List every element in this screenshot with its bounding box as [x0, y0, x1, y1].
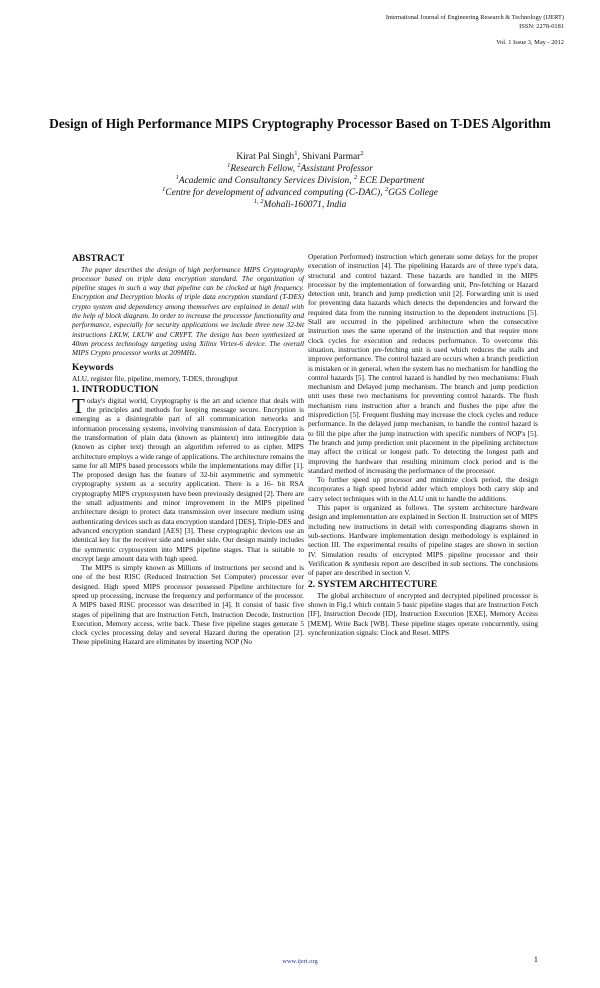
author-roles: $^1$Research Fellow, $^2$Assistant Professor — [227, 161, 373, 175]
author-location: $^{1, 2}$Mohali-160071, India — [253, 198, 347, 211]
volume-info: Vol. 1 Issue 3, May - 2012 — [496, 39, 564, 47]
abstract-heading: ABSTRACT — [72, 253, 125, 264]
page-header — [386, 14, 564, 48]
intro-paragraph-2: The MIPS is simply known as Millions of instructions per second and is one of the best RISC (Reduced Instruction Set Computer) processor ever designed. High speed MIPS processor possessed Pipeline architecture for speed up processing, increase the frequency and performance of the processor. A MIPS based RISC processor was described in [4]. It consist of basic five stages of pipelining that are Instruction Fetch, Instruction Decode, Instruction Execution, Memory access, write back. These five pipeline stages generate 5 clock cycles processing delay and several Hazard during the operation [2]. These pipelining Hazard are eliminates by inserting NOP (No — [72, 563, 304, 647]
author-division: $^1$Academic and Consultancy Services Division, $^2$ ECE Department — [175, 174, 425, 187]
intro-paragraph-3: To further speed up processor and minimize clock period, the design incorporates a high speed hybrid adder which employs both carry skip and carry select techniques with in the ALU unit to handle the additions. — [308, 475, 538, 503]
left-column — [72, 252, 304, 647]
page-number: 1 — [533, 954, 538, 964]
keywords-text: ALU, register file, pipeline, memory, T-DES, throughput — [72, 373, 238, 383]
issn: ISSN: 2278-0181 — [519, 22, 564, 30]
system-architecture-heading: 2. SYSTEM ARCHITECTURE — [308, 579, 438, 591]
journal-name: International Journal of Engineering Research & Technology (IJERT) — [385, 14, 564, 21]
intro-paragraph-2-continued: Operation Performed) instruction which generate some delays for the proper execution of instruction [4]. The pipelining Hazards are of three type's data, structural and control hazard. These hazards are handled in the MIPS processor by the implementation of forwarding unit, Pre-fetching or Hazard detection unit, branch and jump prediction unit [2]. Forwarding unit is used for preventing data hazards which detects the dependencies and forward the required data from the running instruction to the dependent instructions [5]. Stall are occurred in the pipelined architecture when the consecutive instruction uses the same operand of the instruction and that require more clock cycles for execution and reduces performance. To overcome this situation, instruction pre-fetching unit is used which reduces the stalls and improve performance. The control hazard are occurs when a branch prediction is mistaken or in general, when the system has no mechanism for handling the control hazards [5]. The control hazard is handled by two mechanisms: Flush mechanism and Delayed jump mechanism. The branch and jump prediction unit uses these two mechanisms for preventing control hazards. The flush mechanism runs instruction after a branch and flushes the pipe after the misprediction [5]. Frequent flushing may increase the clock cycles and reduce performance. In the delayed jump mechanism, to handle the control hazard is to fill the pipe after the jump instruction with specific numbers of NOP's [5]. The branch and jump prediction unit placement in the pipelining architecture may affect the critical or longest path. To detecting the longest path and improving the hardware that resulting minimum clock period and is the standard method of increasing the performance of the processor. — [308, 252, 538, 475]
abstract-text: The paper describes the design of high performance MIPS Cryptography processor based on triple data encryption standard. The organization of pipeline stages in such a way that pipeline can be clocked at high frequency. Encryption and Decryption blocks of triple data encryption standard (T-DES) crypto system and dependency among themselves are explained in detail with the help of block diagram. In order to increase the processor functionality and performance, especially for security applications we include three new 32-bit instructions LKLW, LKUW and CRYPT. The design has been synthesized at 40nm process technology targeting using Xilinx Virtex-6 device. The overall MIPS Crypto processor works at 209MHz. — [72, 264, 304, 358]
author-names: Kirat Pal Singh$^1$, Shivani Parmar$^2$ — [236, 149, 364, 162]
paper-title: Design of High Performance MIPS Cryptography Processor Based on T-DES Algorithm — [49, 116, 551, 131]
footer-url-link[interactable]: www.ijert.org — [282, 958, 318, 965]
keywords-heading: Keywords — [72, 362, 114, 374]
system-architecture-paragraph-1: The global architecture of encrypted and decrypted pipelined processor is shown in Fig.1 which contain 5 basic pipeline stages that are Instruction Fetch [IF], Instruction Decode [ID], Instruction Execution [EXE], Memory Access [MEM], Write Back [WB]. These pipeline stages operate concurrently, using synchronization signals: Clock and Reset. MIPS — [308, 590, 538, 638]
author-block — [40, 151, 560, 211]
author-affiliation: $^1$Centre for development of advanced computing (C-DAC), $^2$GGS College — [162, 186, 438, 199]
drop-cap: T — [72, 393, 85, 418]
introduction-heading: 1. INTRODUCTION — [72, 384, 159, 396]
intro-paragraph-4: This paper is organized as follows. The system architecture hardware design and implementation are explained in Section II. Instruction set of MIPS including new instructions in detail with corresponding diagrams shown in sub-sections. Hardware implementation design methodology is explained in section III. The experimental results of pipeline stages are shown in section IV. Simulation results of encrypted MIPS pipeline processor and their Verification & synthesis report are described in sub sections. The conclusions of paper are described in section V. — [308, 503, 538, 578]
right-column — [308, 252, 538, 637]
intro-paragraph-1: Today's digital world, Cryptography is the art and science that deals with the principles and methods for keeping message secure. Encryption is emerging as a disintegrable part of all communication networks and information processing systems, involving transmission of data. Encryption is the transformation of plain data (known as plaintext) into intinegible data (known as cipher text) through an algorithm referred to as cipher. MIPS architecture employs a wide range of applications. The architecture remains the same for all MIPS based processors while the implementations may differ [1]. The proposed design has the feature of 32-bit asymmetric and symmetric cryptography system as a security application. There is a 16- bit RSA cryptography MIPS cryptosystem have been previously designed [2]. There are the small adjustments and minor improvement in the MIPS pipelined architecture design to protect data transmission over insecure medium using authenticating devices such as data encryption standard [DES], Triple-DES and advanced encryption standard [AES] [3]. These cryptographic devices use an identical key for the receiver side and sender side. Our design mainly includes the symmetric cryptosystem into MIPS pipeline stages. That is suitable to encrypt large amount data with high speed. — [72, 393, 304, 563]
